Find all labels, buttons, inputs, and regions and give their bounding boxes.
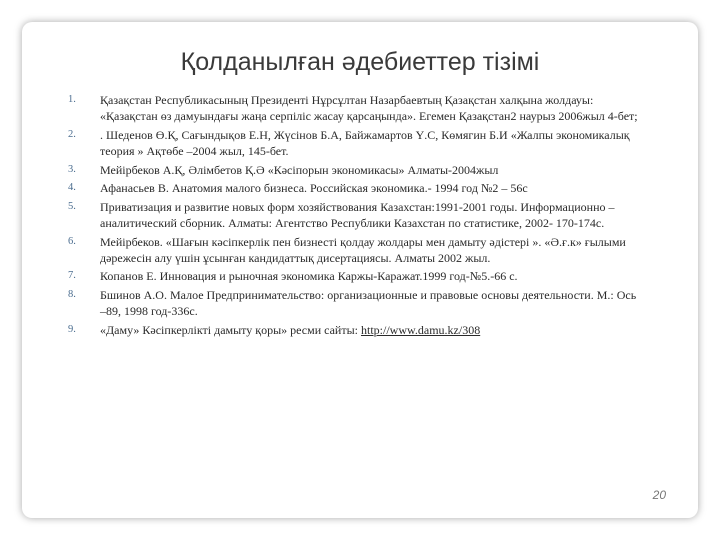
list-item-text: Копанов Е. Инновация и рыночная экономика Каржы-Каражат.1999 год-№5.-66 с.	[100, 269, 518, 284]
page-number: 20	[652, 488, 666, 502]
list-item	[68, 322, 640, 338]
list-item-number: 5.	[68, 200, 76, 212]
list-item-number: 8.	[68, 288, 76, 300]
list-item	[68, 180, 640, 196]
list-item	[68, 127, 640, 159]
website-link[interactable]: http://www.damu.kz/308	[360, 322, 481, 337]
list-item-text: . Шеденов Ө.Қ, Сағындықов Е.Н, Жүсінов Б.А, Байжамартов Ү.С, Көмягин Б.И «Жалпы экономикалық теория » Ақтөбе –2004 жыл, 145-бет.	[100, 127, 630, 158]
list-item-number: 9.	[68, 323, 76, 335]
list-item	[68, 199, 640, 231]
list-item	[68, 162, 640, 178]
list-item-text	[100, 323, 480, 337]
list-item	[68, 92, 640, 124]
list-item-text: Қазақстан Республикасының Президенті Нұрсұлтан Назарбаевтың Қазақстан халқына жолдауы: «Қазақстан өз дамуындағы жаңа серпіліс жасау қарсаңында». Егемен Қазақстан2 наурыз 2006жыл 4-бет;	[100, 93, 638, 124]
list-item-text: Бшинов А.О. Малое Предпринимательство: организационные и правовые основы деятельности. М.: Ось –89, 1998 год-336с.	[100, 287, 637, 319]
list-item-text: Приватизация и развитие новых форм хозяйствования Казахстан:1991-2001 годы. Информационно – аналитический сборник. Алматы: Агентство Республики Казахстан по статистике, 2002- 170-174с.	[100, 199, 615, 230]
list-item-number: 7.	[68, 270, 76, 282]
list-item	[68, 234, 640, 266]
reference-list	[68, 92, 640, 340]
slide-title: Қолданылған әдебиеттер тізімі	[180, 48, 540, 76]
list-item-number: 1.	[68, 94, 76, 105]
list-item-number: 6.	[68, 235, 76, 247]
list-item-number: 3.	[68, 163, 76, 175]
list-item-number: 4.	[68, 182, 76, 194]
list-item-number: 2.	[68, 128, 76, 140]
list-item-text: Мейірбеков. «Шағын кәсіпкерлік пен бизнесті қолдау жолдары мен дамыту әдістері ». «Ә.ғ.к» ғылыми дәрежесін алу үшін ұсынған кандидаттық дисертациясы. Алматы 2002 жыл.	[100, 234, 626, 265]
list-item-text: Афанасьев В. Анатомия малого бизнеса. Российская экономика.- 1994 год №2 – 56с	[100, 181, 528, 196]
list-item-text: Мейірбеков А.Қ, Әлімбетов Қ.Ә «Кәсіпорын экономикасы» Алматы-2004жыл	[100, 162, 499, 177]
list-item-text-prefix: «Даму» Кәсіпкерлікті дамыту қоры» ресми сайты:	[100, 322, 361, 337]
list-item	[68, 268, 640, 284]
list-item	[68, 287, 640, 319]
